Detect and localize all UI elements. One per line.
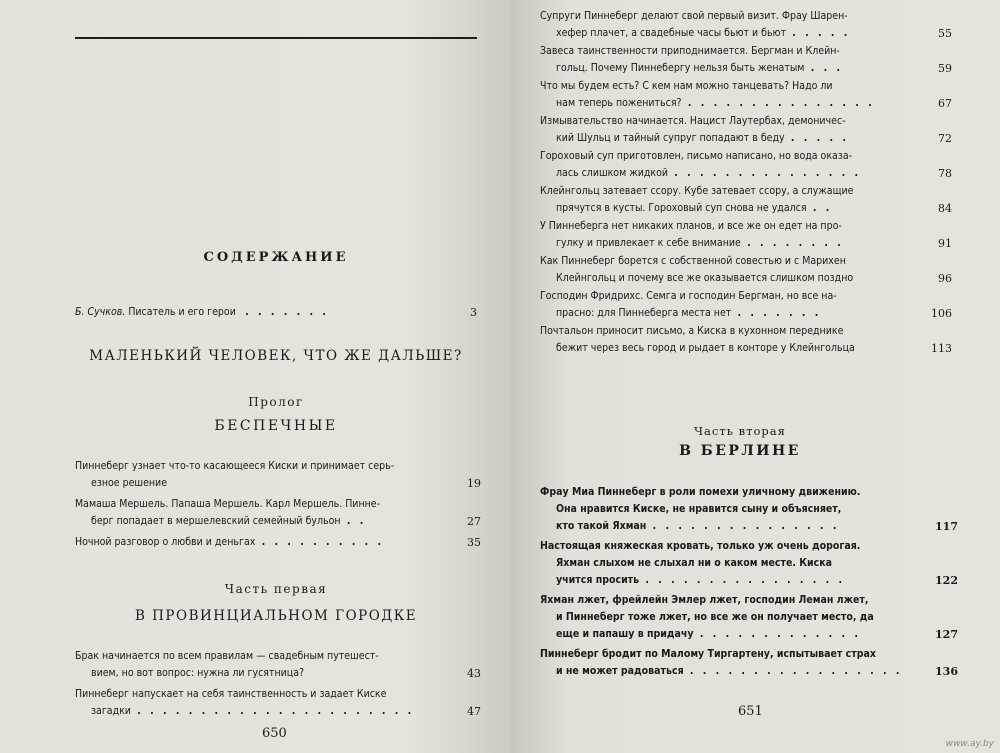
toc-line-text: Ночной разговор о любви и деньгах [75,536,256,548]
toc-line: Яхман слыхом не слыхал ни о каком месте. Киска [556,557,832,569]
toc-line [75,703,481,720]
toc-line [540,130,952,147]
watermark: www.ay.by [945,739,994,749]
leader-dots: . . [806,202,833,214]
page-ref: 47 [467,705,481,718]
toc-line-text: берг попадает в мершелевский семейный бульон [91,515,341,527]
part1-entries [75,648,481,720]
toc-line-text: учится просить [556,574,640,586]
leader-dots: . . . . . . . . . . . . . . . . [639,574,846,586]
page-ref: 35 [467,536,481,549]
toc-line: Яхман лжет, фрейлейн Эмлер лжет, господин Леман лжет, [540,594,869,606]
toc-line [540,305,952,322]
page-ref: 136 [935,665,958,678]
toc-line [540,626,958,643]
intro-title: Писатель и его герои [128,306,236,318]
toc-line: Как Пиннеберг борется с собственной совестью и с Марихен [540,255,846,267]
part2-title: В БЕРЛИНЕ [679,443,801,459]
intro-author: Б. Сучков. [75,306,126,318]
page-ref: 19 [467,477,481,490]
page-ref: 122 [935,574,958,587]
toc-line: Что мы будем есть? С кем нам можно танцевать? Надо ли [540,80,833,92]
toc-line: Фрау Миа Пиннеберг в роли помехи уличному движению. [540,486,861,498]
toc-line [540,25,952,42]
toc-line: Пиннеберг узнает что-то касающееся Киски и принимает серь- [75,460,395,472]
toc-line: Она нравится Киске, не нравится сыну и объясняет, [556,503,842,515]
leader-dots: . . . . . [786,27,851,39]
prologue-entries [75,458,481,551]
toc-line: Брак начинается по всем правилам — свадебным путешест- [75,650,379,662]
toc-entry [540,592,958,643]
leader-dots: . . . . . . . . . . . . . . . [681,97,875,109]
toc-line-text: кто такой Яхман [556,520,647,532]
toc-line [75,304,477,321]
toc-line-text: еще и папашу в придачу [556,628,694,640]
toc-line [540,663,958,680]
book-title: МАЛЕНЬКИЙ ЧЕЛОВЕК, ЧТО ЖЕ ДАЛЬШЕ? [89,348,463,364]
toc-line-text: гольц. Почему Пиннебергу нельзя быть женатым [556,62,805,74]
toc-line [540,95,952,112]
toc-line: Пиннеберг напускает на себя таинственность и задает Киске [75,688,387,700]
toc-line [540,200,952,217]
toc-line-text: Клейнгольц и почему все же оказывается слишком поздно [556,272,854,284]
toc-line: Измывательство начинается. Нацист Лаутербах, демоничес- [540,115,846,127]
toc-entry [540,43,952,77]
page-number-right: 651 [738,704,763,719]
toc-entry [75,686,481,720]
toc-entry [75,648,481,682]
leader-dots: . . . . . . . . . . . . . . . [646,520,840,532]
toc-line: Господин Фридрихс. Семга и господин Бергман, но все на- [540,290,837,302]
page-ref: 127 [935,628,958,641]
toc-line-text: загадки [91,705,131,717]
toc-line-text: кий Шульц и тайный супруг попадают в беду [556,132,785,144]
toc-entry [540,148,952,182]
toc-line [75,475,481,492]
toc-entry [75,458,481,492]
right-page [510,0,1000,753]
leader-dots: . . . . . . . . . . . . . . . [668,167,862,179]
leader-dots: . . . [804,62,844,74]
toc-line [540,270,952,287]
toc-entry [540,78,952,112]
toc-line [540,572,958,589]
contents-title: СОДЕРЖАНИЕ [203,250,349,265]
toc-line-text: нам теперь пожениться? [556,97,682,109]
page-ref: 43 [467,667,481,680]
leader-dots: . . . . . . . [238,306,329,318]
page-ref: 59 [938,62,952,75]
leader-dots: . . . . . . . . [740,237,844,249]
leader-dots: . . [340,515,367,527]
toc-line: Гороховый суп приготовлен, письмо написано, но вода оказа- [540,150,853,162]
toc-entry [75,534,481,551]
toc-line-text: бежит через весь город и рыдает в конторе у Клейнгольца [556,342,855,354]
toc-line-text: езное решение [91,477,168,489]
toc-line-text: гулку и привлекает к себе внимание [556,237,741,249]
page-ref: 117 [935,520,958,533]
page-ref: 3 [470,306,477,319]
toc-line-text: вием, но вот вопрос: нужна ли гусятница? [91,667,305,679]
toc-line [75,534,481,551]
part2-label: Часть вторая [694,424,786,438]
toc-line [540,518,958,535]
leader-dots: . . . . . . . . . . . . . . . . . [683,665,903,677]
toc-entry [540,218,952,252]
page-ref: 67 [938,97,952,110]
toc-line-text: и не может радоваться [556,665,684,677]
toc-entry [540,288,952,322]
toc-line [75,665,481,682]
page-ref: 106 [931,307,952,320]
part1-label: Часть первая [224,582,328,596]
toc-line: Клейнгольц затевает ссору. Кубе затевает ссору, а служащие [540,185,854,197]
toc-entry [540,484,958,535]
toc-line: Супруги Пиннеберг делают свой первый визит. Фрау Шарен- [540,10,848,22]
page-ref: 84 [938,202,952,215]
page-ref: 27 [467,515,481,528]
page-ref: 96 [938,272,952,285]
toc-line-text: хефер плачет, а свадебные часы бьют и бьют [556,27,787,39]
page-ref: 78 [938,167,952,180]
toc-entry [540,183,952,217]
toc-intro [75,304,477,321]
toc-entry [540,538,958,589]
toc-line: У Пиннеберга нет никаких планов, и все же он едет на про- [540,220,842,232]
part1-title: В ПРОВИНЦИАЛЬНОМ ГОРОДКЕ [134,608,418,624]
toc-line [540,340,952,357]
toc-line: Завеса таинственности приподнимается. Бергман и Клейн- [540,45,840,57]
leader-dots: . . . . . . . . . . . . . . . . . . . . . . [130,705,415,717]
toc-entry [540,253,952,287]
page-ref: 91 [938,237,952,250]
leader-dots: . . . . . . . [731,307,822,319]
toc-entry [540,323,952,357]
toc-line-text: лась слишком жидкой [556,167,669,179]
toc-line [540,165,952,182]
toc-entry [540,113,952,147]
page-ref: 72 [938,132,952,145]
page-ref: 113 [931,342,952,355]
prologue-label: Пролог [248,395,304,409]
page-ref: 55 [938,27,952,40]
page-number-left: 650 [262,726,287,741]
toc-line: Настоящая княжеская кровать, только уж очень дорогая. [540,540,861,552]
toc-line-text: прячутся в кусты. Гороховый суп снова не удался [556,202,807,214]
part1-entries-continued [540,8,952,357]
toc-line: Почтальон приносит письмо, а Киска в кухонном переднике [540,325,844,337]
leader-dots: . . . . . . . . . . [255,536,385,548]
part2-entries [540,484,958,680]
toc-entry [540,8,952,42]
leader-dots: . . . . . . . . . . . . . [693,628,861,640]
toc-line: Пиннеберг бродит по Малому Тиргартену, испытывает страх [540,648,876,660]
toc-line [540,60,952,77]
top-rule [75,37,477,39]
leader-dots: . . . . . [784,132,849,144]
toc-line [75,513,481,530]
toc-line: Мамаша Мершель. Папаша Мершель. Карл Мершель. Пинне- [75,498,381,510]
toc-line: и Пиннеберг тоже лжет, но все же он получает место, да [556,611,874,623]
toc-entry [75,496,481,530]
toc-line-text: прасно: для Пиннеберга места нет [556,307,732,319]
toc-entry [540,646,958,680]
prologue-title: БЕСПЕЧНЫЕ [214,418,338,434]
toc-line [540,235,952,252]
